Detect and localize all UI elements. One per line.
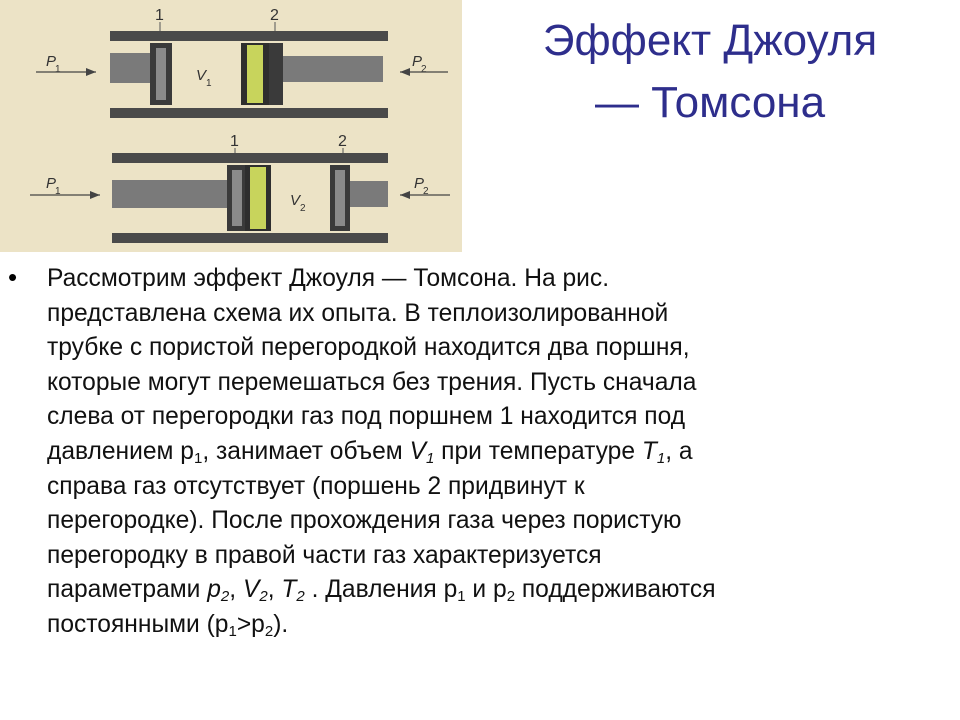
top-p1-label: P: [46, 53, 57, 70]
slide-title: [470, 10, 950, 134]
bottom-p1-label: P: [46, 175, 57, 192]
svg-text:1: 1: [55, 64, 61, 75]
body-line: Рассмотрим эффект Джоуля — Томсона. На рис.: [47, 265, 610, 292]
body-line: постоянными $(р_1>р_2)$.: [47, 610, 289, 640]
top-piston-2: [269, 43, 283, 105]
body-line: перегородку в правой части газ характеризуется: [47, 541, 602, 569]
top-label-1: 1: [155, 7, 164, 24]
title-line-2: — Томсона: [594, 78, 826, 127]
top-v-label: V: [196, 67, 207, 84]
body-line: перегородке). После прохождения газа через пористую: [47, 507, 682, 535]
body-text: [47, 262, 927, 643]
title-line-1: Эффект Джоуля: [542, 16, 878, 65]
top-piston-2-rod: [283, 56, 383, 82]
top-label-2: 2: [270, 7, 279, 24]
bottom-tube-lower-wall: [112, 233, 388, 243]
body-line: представлена схема их опыта. В теплоизолированной: [47, 299, 669, 327]
body-line: параметрами $p_2$, $V_2$, $T_2$ . Давления $р_1$ и $р_2$ поддерживаются: [47, 576, 716, 606]
top-p2-label: P: [412, 53, 423, 70]
body-line: трубке с пористой перегородкой находится два поршня,: [47, 334, 690, 362]
bottom-piston-1-rod: [112, 180, 227, 208]
body-line: справа газ отсутствует (поршень 2 придвинут к: [47, 472, 585, 500]
top-tube-upper-wall: [110, 31, 388, 41]
svg-text:1: 1: [206, 78, 212, 89]
bottom-p2-label: P: [414, 175, 425, 192]
bullet-marker: •: [8, 262, 18, 292]
bottom-v-label: V: [290, 192, 301, 209]
bottom-label-1: 1: [230, 133, 239, 150]
body-line: давлением $р_1$, занимает объем $V_1$ при температуре $T_1$, а: [47, 437, 693, 467]
svg-text:1: 1: [55, 186, 61, 197]
bottom-piston-2-rod: [350, 181, 388, 207]
bottom-tube-upper-wall: [112, 153, 388, 163]
top-piston-1-rod: [110, 53, 150, 83]
svg-text:2: 2: [300, 203, 306, 214]
svg-text:2: 2: [423, 186, 429, 197]
svg-text:2: 2: [421, 64, 427, 75]
body-line: слева от перегородки газ под поршнем 1 находится под: [47, 403, 686, 431]
experiment-diagram: [0, 0, 462, 252]
body-line: которые могут перемешаться без трения. Пусть сначала: [47, 368, 697, 396]
top-tube-lower-wall: [110, 108, 388, 118]
bottom-label-2: 2: [338, 133, 347, 150]
top-porous-partition: [247, 45, 263, 103]
bottom-porous-partition: [250, 167, 266, 229]
